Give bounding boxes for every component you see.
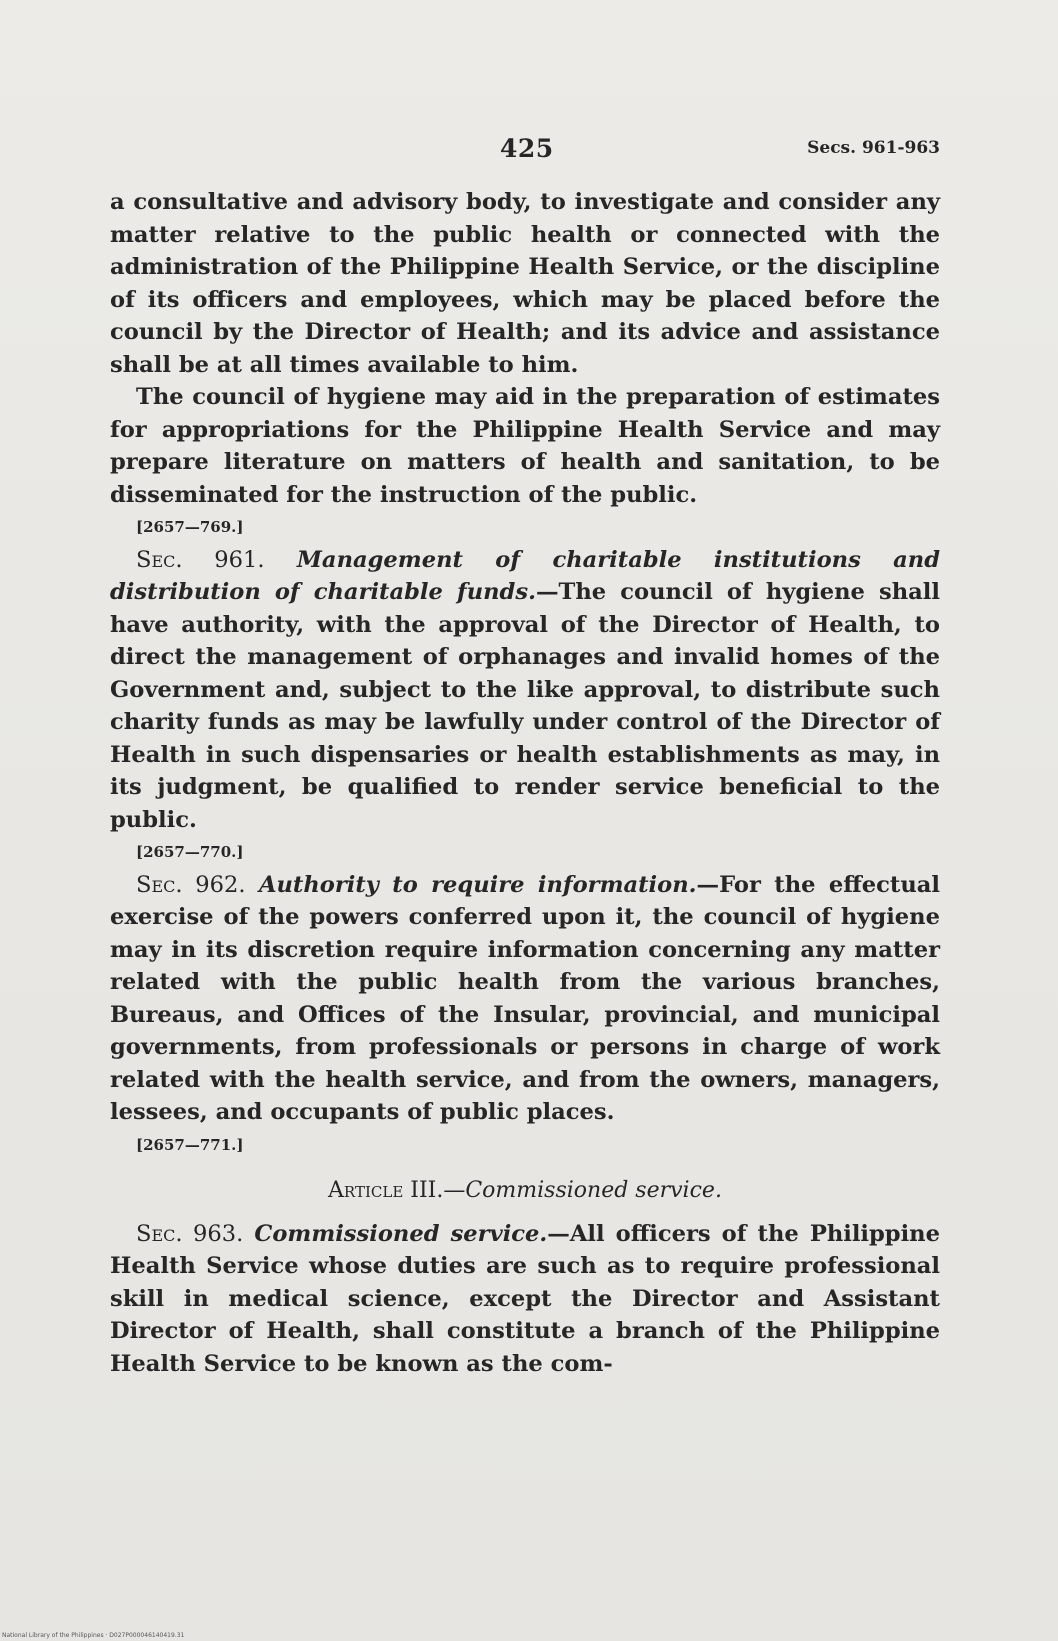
section-label: Sec. 961. bbox=[136, 546, 265, 573]
section-label: Sec. 962. bbox=[136, 871, 246, 898]
article-label: Article III. bbox=[328, 1178, 444, 1203]
section-title: Authority to require information. bbox=[258, 871, 697, 898]
article-title: —Commissioned service. bbox=[443, 1178, 722, 1203]
section-text: —For the effectual exercise of the powers conferred upon it, the council of hygiene may in its discretion require information concerning any matter related with the public health from the various branches, Bureaus, and Offices of the Insular, provincial, and municipal governments, from professionals or persons in charge of work related with the health service, and from the owners, managers, lessees, and occupants of public places. bbox=[110, 871, 940, 1125]
section-label: Sec. 963. bbox=[136, 1220, 244, 1247]
section-963 bbox=[110, 1218, 940, 1381]
section-961 bbox=[110, 544, 940, 837]
paragraph-council-estimates: The council of hygiene may aid in the preparation of estimates for appropriations for the Philippine Health Service and may prepare literature on matters of health and sanitation, to be disseminated for the instruction of the public. bbox=[110, 384, 940, 508]
library-stamp: National Library of the Philippines · D027P000046140419.31 bbox=[2, 1632, 185, 1639]
section-text: —The council of hygiene shall have authority, with the approval of the Director of Health, to direct the management of orphanages and invalid homes of the Government and, subject to the like approval, to distribute such charity funds as may be lawfully under control of the Director of Health in such dispensaries or health establishments as may, in its judgment, be qualified to render service beneficial to the public. bbox=[110, 579, 940, 833]
section-text: —All officers of the Philippine Health Service whose duties are such as to require professional skill in medical science, except the Director and Assistant Director of Health, shall constitute a branch of the Philippine Health Service to be known as the com- bbox=[110, 1220, 940, 1377]
article-heading bbox=[110, 1175, 940, 1208]
page-number: 425 bbox=[500, 134, 554, 163]
section-range: Secs. 961-963 bbox=[807, 138, 940, 158]
citation: [2657—771.] bbox=[136, 1135, 244, 1154]
paragraph-continuation: a consultative and advisory body, to investigate and consider any matter relative to the public health or connected with the administration of the Philippine Health Service, or the discipline of its officers and employees, which may be placed before the council by the Director of Health; and its advice and assistance shall be at all times available to him. bbox=[110, 189, 940, 378]
citation: [2657—770.] bbox=[136, 843, 244, 861]
section-title: Management of charitable institutions and distribution of charitable funds. bbox=[110, 546, 940, 605]
citation: [2657—769.] bbox=[136, 518, 244, 536]
section-962 bbox=[110, 869, 940, 1129]
body-text bbox=[110, 186, 940, 1380]
section-title: Commissioned service. bbox=[254, 1220, 548, 1247]
page-header bbox=[110, 134, 940, 166]
